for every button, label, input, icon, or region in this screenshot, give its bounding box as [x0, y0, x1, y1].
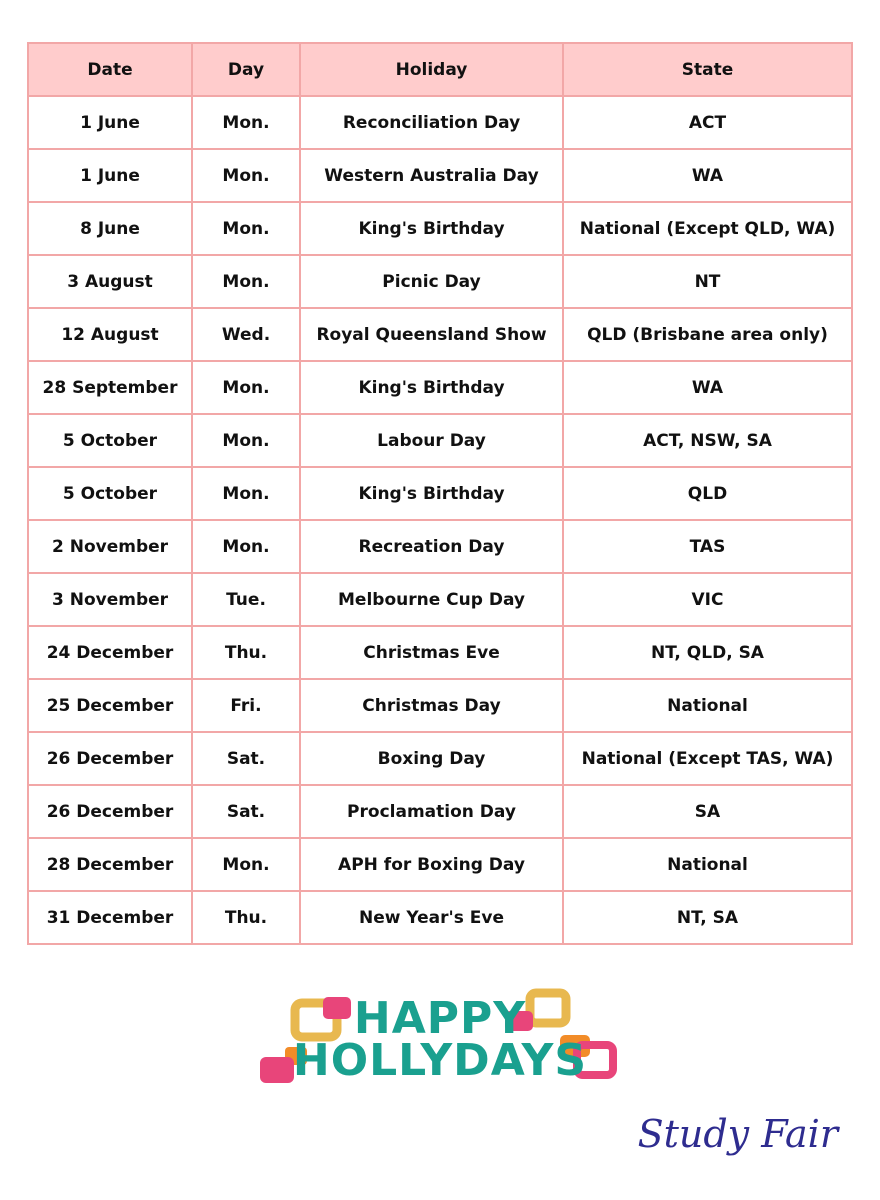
cell-date: 26 December	[28, 732, 192, 785]
cell-state: TAS	[563, 520, 852, 573]
cell-holiday: Proclamation Day	[300, 785, 563, 838]
cell-date: 28 December	[28, 838, 192, 891]
logo-line-happy: HAPPY	[353, 993, 527, 1044]
table-row	[28, 308, 852, 361]
cell-day: Mon.	[192, 361, 300, 414]
cell-day: Mon.	[192, 838, 300, 891]
cell-day: Wed.	[192, 308, 300, 361]
cell-holiday: Recreation Day	[300, 520, 563, 573]
cell-date: 8 June	[28, 202, 192, 255]
cell-date: 25 December	[28, 679, 192, 732]
cell-state: SA	[563, 785, 852, 838]
cell-date: 1 June	[28, 149, 192, 202]
cell-date: 5 October	[28, 467, 192, 520]
cell-holiday: APH for Boxing Day	[300, 838, 563, 891]
cell-state: National (Except TAS, WA)	[563, 732, 852, 785]
cell-state: NT, SA	[563, 891, 852, 944]
cell-date: 12 August	[28, 308, 192, 361]
cell-day: Sat.	[192, 732, 300, 785]
cell-day: Mon.	[192, 467, 300, 520]
cell-day: Sat.	[192, 785, 300, 838]
cell-holiday: Royal Queensland Show	[300, 308, 563, 361]
cell-day: Thu.	[192, 891, 300, 944]
table-row	[28, 785, 852, 838]
cell-state: NT, QLD, SA	[563, 626, 852, 679]
cell-state: QLD	[563, 467, 852, 520]
cell-day: Mon.	[192, 96, 300, 149]
table-row	[28, 679, 852, 732]
cell-state: ACT, NSW, SA	[563, 414, 852, 467]
cell-date: 28 September	[28, 361, 192, 414]
cell-state: QLD (Brisbane area only)	[563, 308, 852, 361]
cell-date: 1 June	[28, 96, 192, 149]
table-row	[28, 573, 852, 626]
table-row	[28, 202, 852, 255]
cell-holiday: Melbourne Cup Day	[300, 573, 563, 626]
logo-line-hollydays: HOLLYDAYS	[292, 1035, 588, 1086]
cell-holiday: King's Birthday	[300, 202, 563, 255]
cell-date: 5 October	[28, 414, 192, 467]
cell-holiday: Picnic Day	[300, 255, 563, 308]
table-row	[28, 732, 852, 785]
cell-day: Mon.	[192, 414, 300, 467]
table-row	[28, 361, 852, 414]
table-header-row	[28, 43, 852, 96]
table-row	[28, 149, 852, 202]
cell-date: 31 December	[28, 891, 192, 944]
table-row	[28, 838, 852, 891]
cell-holiday: Boxing Day	[300, 732, 563, 785]
cell-holiday: Reconciliation Day	[300, 96, 563, 149]
cell-day: Mon.	[192, 149, 300, 202]
cell-day: Mon.	[192, 202, 300, 255]
cell-date: 3 August	[28, 255, 192, 308]
table-body	[28, 96, 852, 944]
header-day: Day	[192, 43, 300, 96]
cell-state: National	[563, 679, 852, 732]
cell-holiday: Christmas Day	[300, 679, 563, 732]
cell-date: 2 November	[28, 520, 192, 573]
table-row	[28, 467, 852, 520]
table-row	[28, 891, 852, 944]
happy-hollydays-logo	[255, 985, 625, 1090]
cell-day: Thu.	[192, 626, 300, 679]
cell-state: WA	[563, 149, 852, 202]
table-row	[28, 520, 852, 573]
table-row	[28, 626, 852, 679]
table-row	[28, 255, 852, 308]
cell-holiday: King's Birthday	[300, 467, 563, 520]
holiday-table	[27, 42, 853, 945]
cell-day: Fri.	[192, 679, 300, 732]
cell-state: ACT	[563, 96, 852, 149]
cell-day: Mon.	[192, 520, 300, 573]
header-holiday: Holiday	[300, 43, 563, 96]
cell-holiday: Western Australia Day	[300, 149, 563, 202]
cell-date: 26 December	[28, 785, 192, 838]
study-fair-signature: Study Fair	[637, 1112, 838, 1156]
cell-day: Tue.	[192, 573, 300, 626]
cell-day: Mon.	[192, 255, 300, 308]
cell-holiday: Labour Day	[300, 414, 563, 467]
table-row	[28, 414, 852, 467]
table-row	[28, 96, 852, 149]
cell-state: WA	[563, 361, 852, 414]
header-state: State	[563, 43, 852, 96]
cell-date: 3 November	[28, 573, 192, 626]
cell-holiday: King's Birthday	[300, 361, 563, 414]
cell-state: National (Except QLD, WA)	[563, 202, 852, 255]
cell-state: VIC	[563, 573, 852, 626]
cell-state: NT	[563, 255, 852, 308]
cell-holiday: Christmas Eve	[300, 626, 563, 679]
cell-date: 24 December	[28, 626, 192, 679]
header-date: Date	[28, 43, 192, 96]
cell-state: National	[563, 838, 852, 891]
cell-holiday: New Year's Eve	[300, 891, 563, 944]
